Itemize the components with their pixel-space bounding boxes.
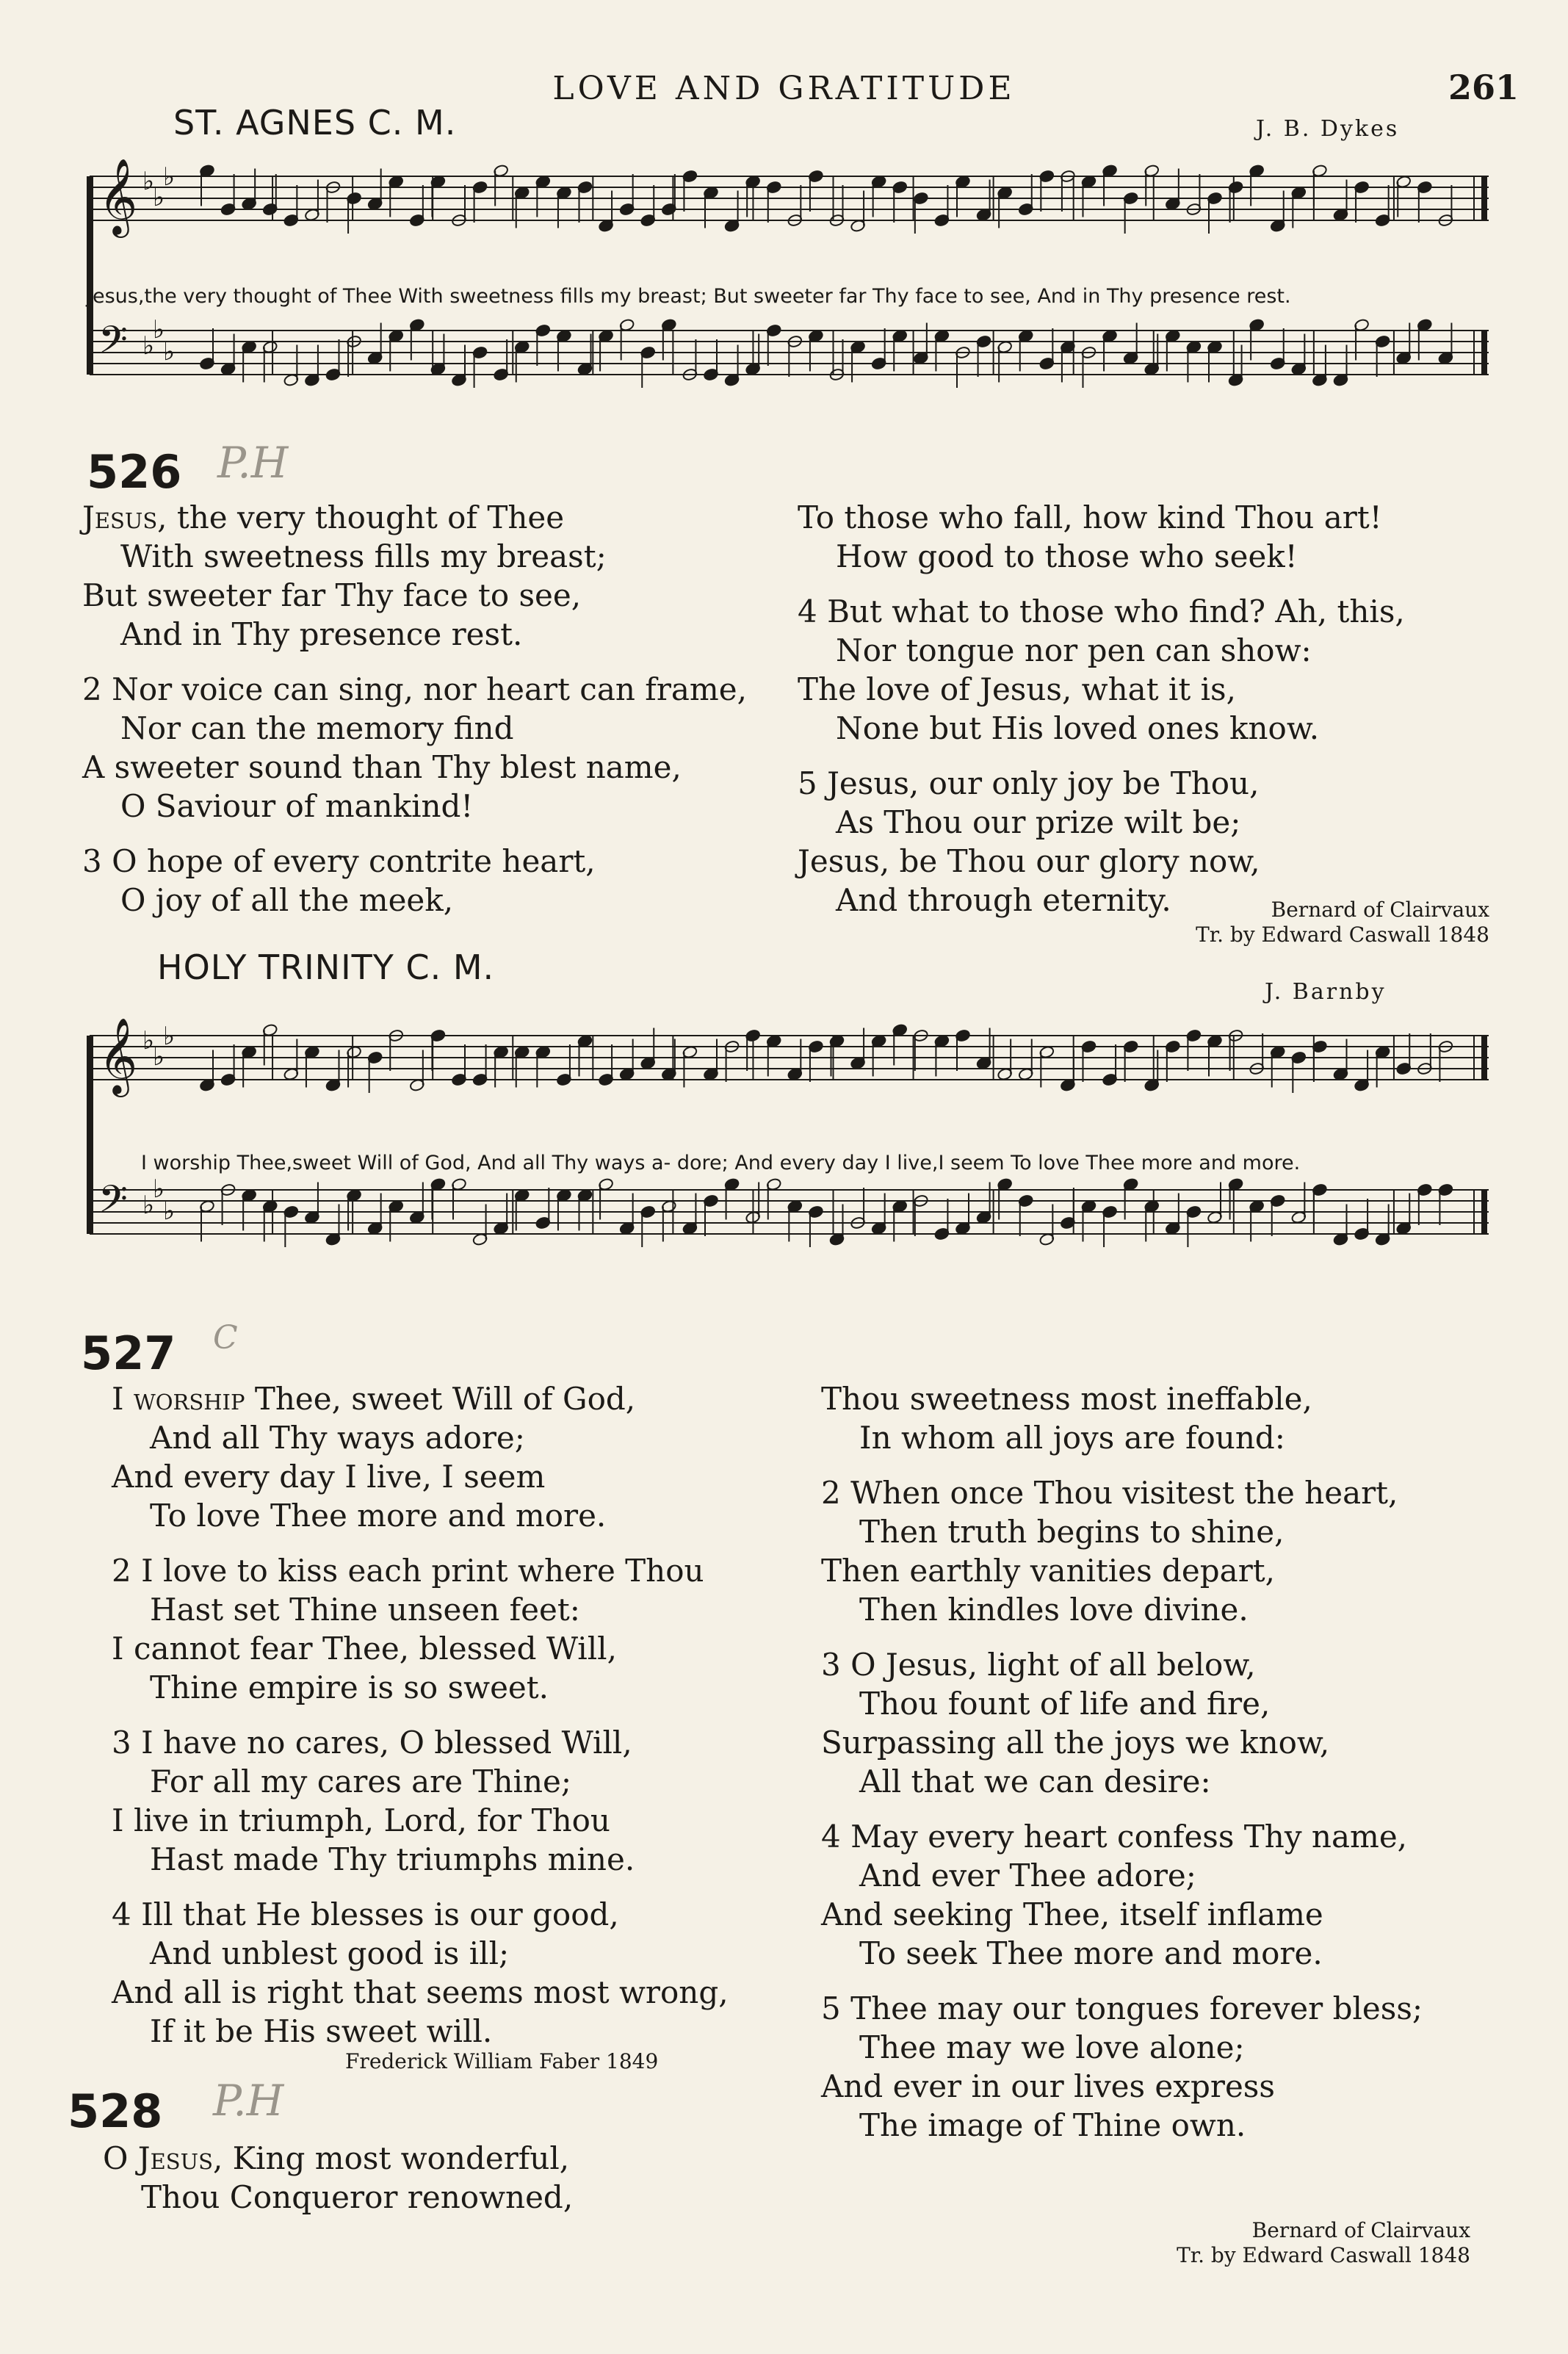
handwritten-annotation: P.H xyxy=(217,438,289,488)
verse-text: To those who fall, how kind Thou art! xyxy=(798,499,1382,535)
system-bar xyxy=(87,1036,93,1234)
hymn-527-col1-credit: Frederick William Faber 1849 xyxy=(345,2049,659,2073)
flat-icon: ♭ xyxy=(153,1174,165,1204)
credit-translator: Tr. by Edward Caswall 1848 xyxy=(1196,923,1489,947)
verse-line xyxy=(112,1973,729,2012)
verse-text: 2 I love to kiss each print where Thou xyxy=(112,1553,704,1589)
flat-icon: ♭ xyxy=(142,1026,155,1055)
verse-line xyxy=(798,709,1405,748)
verse-text: I live in triumph, Lord, for Thou xyxy=(112,1802,610,1838)
verse-text: Then kindles love divine. xyxy=(859,1592,1249,1628)
verse-text: None but His loved ones know. xyxy=(836,710,1320,746)
bass-clef-icon: 𝄢 xyxy=(98,317,128,371)
verse-text: And all is right that seems most wrong, xyxy=(112,1974,729,2010)
stanza-gap xyxy=(821,1629,1423,1645)
flat-icon: ♭ xyxy=(142,167,155,196)
verse-line xyxy=(821,1723,1423,1762)
handwritten-annotation: C xyxy=(213,1319,238,1357)
verse-line xyxy=(82,842,747,881)
flat-icon: ♭ xyxy=(163,162,176,192)
treble-clef-icon: 𝄞 xyxy=(98,1017,138,1094)
verse-line xyxy=(798,670,1405,709)
hymn-527-verses-column-1 xyxy=(112,1379,729,2051)
verse-line xyxy=(82,537,747,576)
verse-text: Nor tongue nor pen can show: xyxy=(836,632,1312,668)
verse-text: But sweeter far Thy face to see, xyxy=(82,577,582,613)
hymn-527-credit xyxy=(1177,2218,1470,2268)
verse-line xyxy=(103,2139,573,2178)
verse-line xyxy=(112,1934,729,1973)
hymn-number-527: 527 xyxy=(81,1326,176,1380)
verse-line xyxy=(821,1551,1423,1590)
verse-line xyxy=(821,1989,1423,2028)
verse-line xyxy=(112,1379,729,1418)
verse-line xyxy=(821,1684,1423,1723)
bass-staff xyxy=(90,1174,1489,1247)
verse-line xyxy=(821,1473,1423,1512)
stanza-gap xyxy=(112,1707,729,1723)
verse-line xyxy=(82,670,747,709)
verse-text: Then truth begins to shine, xyxy=(859,1514,1285,1550)
flat-icon: ♭ xyxy=(163,1196,176,1226)
verse-line xyxy=(821,1934,1423,1973)
tune-composer-barnby: J. Barnby xyxy=(1265,979,1387,1005)
verse-line xyxy=(821,1512,1423,1551)
verse-line xyxy=(112,1457,729,1496)
bass-staff xyxy=(90,315,1489,388)
verse-text: Thee, sweet Will of God, xyxy=(245,1381,636,1417)
verse-text: To love Thee more and more. xyxy=(150,1498,607,1534)
verse-line xyxy=(821,1645,1423,1684)
stanza-gap xyxy=(82,826,747,842)
verse-line xyxy=(112,1629,729,1668)
verse-text: And ever in our lives express xyxy=(821,2068,1275,2104)
verse-text: The image of Thine own. xyxy=(859,2107,1246,2143)
credit-author: Bernard of Clairvaux xyxy=(1271,898,1489,922)
verse-line xyxy=(82,615,747,654)
verse-line xyxy=(82,881,747,920)
hymn-527-verses-column-2 xyxy=(821,1379,1423,2145)
verse-text: Then earthly vanities depart, xyxy=(821,1553,1276,1589)
stanza-gap xyxy=(112,1879,729,1895)
verse-text: The love of Jesus, what it is, xyxy=(798,671,1236,707)
tune-name-holy-trinity: HOLY TRINITY C. M. xyxy=(157,947,495,987)
verse-text: To seek Thee more and more. xyxy=(859,1935,1323,1971)
verse-line xyxy=(821,1856,1423,1895)
verse-line xyxy=(112,1551,729,1590)
flat-icon: ♭ xyxy=(163,1022,176,1051)
verse-text: 3 O Jesus, light of all below, xyxy=(821,1647,1256,1683)
stanza-gap xyxy=(798,748,1405,764)
verse-text: O joy of all the meek, xyxy=(120,882,454,918)
hymn-528-verses-column-1 xyxy=(103,2139,573,2217)
page-number: 261 xyxy=(1448,68,1520,107)
hymn-number-526: 526 xyxy=(87,445,182,499)
verse-line xyxy=(798,842,1405,881)
system-bar xyxy=(87,176,93,375)
credit-author: Bernard of Clairvaux xyxy=(1251,2218,1470,2242)
verse-text: And every day I live, I seem xyxy=(112,1459,546,1495)
tune-name-st-agnes: ST. AGNES C. M. xyxy=(173,103,457,142)
stanza-gap xyxy=(798,576,1405,592)
verse-line xyxy=(112,1840,729,1879)
verse-line xyxy=(821,1590,1423,1629)
verse-line xyxy=(798,803,1405,842)
music-underlay-holy-trinity: I worship Thee,sweet Will of God, And all Thy ways a- dore; And every day I live,I seem To love Thee more and more. xyxy=(141,1152,1301,1174)
verse-text: In whom all joys are found: xyxy=(859,1420,1285,1456)
verse-line xyxy=(112,1762,729,1801)
verse-text: King most wonderful, xyxy=(223,2140,570,2176)
stanza-gap xyxy=(112,1535,729,1551)
verse-line xyxy=(112,1723,729,1762)
verse-text: O Saviour of mankind! xyxy=(120,788,474,824)
verse-text: Nor can the memory find xyxy=(120,710,514,746)
verse-text: And ever Thee adore; xyxy=(859,1857,1196,1893)
treble-staff xyxy=(90,1017,1489,1097)
hymn-number-528: 528 xyxy=(68,2084,163,2138)
flat-icon: ♭ xyxy=(163,337,176,367)
verse-line xyxy=(798,537,1405,576)
first-word: O Jesus, xyxy=(103,2140,223,2176)
verse-text: And through eternity. xyxy=(836,882,1171,918)
verse-line xyxy=(821,2067,1423,2106)
verse-text: Surpassing all the joys we know, xyxy=(821,1725,1330,1761)
tune-composer-dykes: J. B. Dykes xyxy=(1256,116,1400,142)
first-word: Jesus, xyxy=(82,499,167,535)
hymn-526-verses-column-2 xyxy=(798,498,1405,920)
verse-line xyxy=(821,2028,1423,2067)
verse-line xyxy=(112,1801,729,1840)
verse-text: Thou fount of life and fire, xyxy=(859,1686,1271,1722)
verse-text: Jesus, be Thou our glory now, xyxy=(798,843,1260,879)
verse-line xyxy=(798,631,1405,670)
verse-text: Thine empire is so sweet. xyxy=(150,1669,549,1705)
verse-line xyxy=(82,787,747,826)
verse-text: How good to those who seek! xyxy=(836,538,1298,574)
verse-text: 3 I have no cares, O blessed Will, xyxy=(112,1725,632,1761)
verse-line xyxy=(103,2178,573,2217)
verse-line xyxy=(82,709,747,748)
music-underlay-st-agnes: Jesus,the very thought of Thee With sweetness fills my breast; But sweeter far Thy face to see, And in Thy presence rest. xyxy=(87,285,1291,308)
verse-line xyxy=(798,592,1405,631)
verse-text: And seeking Thee, itself inflame xyxy=(821,1896,1323,1932)
verse-text: 5 Jesus, our only joy be Thou, xyxy=(798,765,1260,801)
verse-line xyxy=(112,1668,729,1707)
flat-icon: ♭ xyxy=(142,331,155,361)
handwritten-annotation: P.H xyxy=(213,2076,284,2126)
verse-text: Thou sweetness most ineffable, xyxy=(821,1381,1312,1417)
verse-line xyxy=(821,1762,1423,1801)
verse-text: Hast set Thine unseen feet: xyxy=(150,1592,580,1628)
verse-text: 2 Nor voice can sing, nor heart can frame, xyxy=(82,671,747,707)
first-word: I worship xyxy=(112,1381,245,1417)
verse-text: Hast made Thy triumphs mine. xyxy=(150,1841,635,1877)
verse-line xyxy=(821,1379,1423,1418)
verse-line xyxy=(821,1418,1423,1457)
verse-text: And in Thy presence rest. xyxy=(120,616,523,652)
verse-text: And unblest good is ill; xyxy=(150,1935,510,1971)
bass-clef-icon: 𝄢 xyxy=(98,1177,128,1230)
verse-line xyxy=(82,498,747,537)
verse-text: With sweetness fills my breast; xyxy=(120,538,607,574)
running-header: LOVE AND GRATITUDE xyxy=(552,70,1016,107)
verse-line xyxy=(112,1895,729,1934)
verse-line xyxy=(798,498,1405,537)
verse-line xyxy=(112,1418,729,1457)
verse-text: Thou Conqueror renowned, xyxy=(141,2179,574,2215)
hymn-526-verses-column-1 xyxy=(82,498,747,920)
verse-text: 5 Thee may our tongues forever bless; xyxy=(821,1990,1423,2026)
verse-line xyxy=(112,1590,729,1629)
verse-line xyxy=(821,2106,1423,2145)
verse-text: 3 O hope of every contrite heart, xyxy=(82,843,596,879)
verse-text: 2 When once Thou visitest the heart, xyxy=(821,1475,1398,1511)
verse-line xyxy=(798,764,1405,803)
credit-translator: Tr. by Edward Caswall 1848 xyxy=(1177,2243,1470,2267)
verse-text: If it be His sweet will. xyxy=(150,2013,493,2049)
verse-line xyxy=(82,748,747,787)
verse-text: 4 May every heart confess Thy name, xyxy=(821,1819,1408,1855)
treble-staff xyxy=(90,158,1489,238)
stanza-gap xyxy=(821,1973,1423,1989)
verse-text: 4 But what to those who find? Ah, this, xyxy=(798,593,1405,629)
verse-line xyxy=(821,1895,1423,1934)
verse-text: Thee may we love alone; xyxy=(859,2029,1245,2065)
stanza-gap xyxy=(82,654,747,670)
verse-line xyxy=(112,2012,729,2051)
treble-clef-icon: 𝄞 xyxy=(98,158,138,235)
verse-text: For all my cares are Thine; xyxy=(150,1763,571,1799)
stanza-gap xyxy=(821,1457,1423,1473)
flat-icon: ♭ xyxy=(142,1191,155,1220)
flat-icon: ♭ xyxy=(153,183,165,212)
verse-text: I cannot fear Thee, blessed Will, xyxy=(112,1631,617,1667)
verse-text: All that we can desire: xyxy=(859,1763,1211,1799)
flat-icon: ♭ xyxy=(153,1042,165,1072)
flat-icon: ♭ xyxy=(153,315,165,344)
verse-text: A sweeter sound than Thy blest name, xyxy=(82,749,682,785)
verse-line xyxy=(112,1496,729,1535)
verse-text: As Thou our prize wilt be; xyxy=(836,804,1241,840)
verse-line xyxy=(821,1817,1423,1856)
stanza-gap xyxy=(821,1801,1423,1817)
verse-line xyxy=(82,576,747,615)
hymn-526-credit xyxy=(1196,898,1489,947)
verse-text: the very thought of Thee xyxy=(167,499,565,535)
verse-text: 4 Ill that He blesses is our good, xyxy=(112,1896,619,1932)
verse-text: And all Thy ways adore; xyxy=(150,1420,525,1456)
